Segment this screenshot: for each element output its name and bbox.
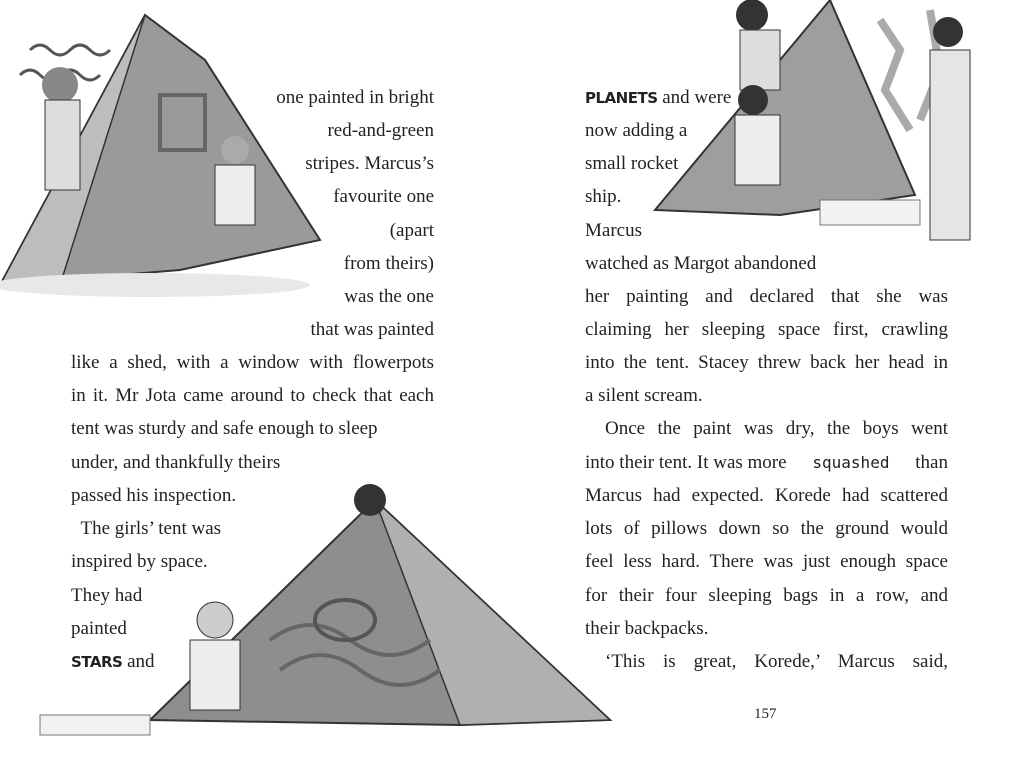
text-line: their backpacks.	[585, 618, 709, 639]
text-line: The girls’ tent was	[71, 518, 222, 539]
text-line: her painting and declared that she was	[585, 286, 948, 307]
text-line: Once the paint was dry, the boys went	[605, 418, 948, 439]
text-line: ship.	[585, 186, 622, 207]
text-line: was the one	[344, 286, 434, 307]
text-line: into the tent. Stacey threw back her head in	[585, 352, 948, 373]
text-line: small rocket	[585, 153, 679, 174]
text-line: stripes. Marcus’s	[305, 153, 434, 174]
top-left-tent-illustration	[0, 15, 320, 297]
emphasis-planets: PLANETS	[585, 89, 658, 107]
text-line: for their four sleeping bags in a row, and	[585, 585, 948, 606]
emphasis-stars: STARS	[71, 653, 123, 671]
text-line: Marcus	[585, 220, 642, 241]
top-right-tent-illustration	[655, 0, 970, 240]
text-line: red-and-green	[327, 120, 434, 141]
text-line: under, and thankfully theirs	[71, 452, 281, 473]
text-line: feel less hard. There was just enough space	[585, 551, 948, 572]
text-line: watched as Margot abandoned	[585, 253, 817, 274]
text-line: that was painted	[310, 319, 434, 340]
text-line: now adding a	[585, 120, 688, 141]
text-line: a silent scream.	[585, 385, 703, 406]
text-line: like a shed, with a window with flowerpots	[71, 352, 434, 373]
text-line: lots of pillows down so the ground would	[585, 518, 948, 539]
text-line: one painted in bright	[276, 87, 434, 108]
text-line: favourite one	[333, 186, 434, 207]
text-line	[585, 86, 731, 110]
text-line	[585, 451, 948, 475]
text-span: into their tent. It was more	[585, 452, 787, 473]
text-line: ‘This is great, Korede,’ Marcus said,	[605, 651, 948, 672]
text-line: passed his inspection.	[71, 485, 237, 506]
text-line: inspired by space.	[71, 551, 208, 572]
page-number: 157	[754, 706, 777, 722]
text-line: (apart	[389, 220, 434, 241]
text-span: than	[915, 452, 948, 473]
emphasis-squashed: squashed	[812, 453, 890, 472]
text-span: and	[122, 651, 155, 672]
text-line: painted	[71, 618, 127, 639]
text-line: They had	[71, 585, 143, 606]
text-line	[71, 650, 155, 674]
text-span: and were	[657, 87, 732, 108]
text-line: claiming her sleeping space first, crawling	[585, 319, 948, 340]
text-line: Marcus had expected. Korede had scattered	[585, 485, 948, 506]
text-line: in it. Mr Jota came around to check that each	[71, 385, 434, 406]
text-line: from theirs)	[343, 253, 434, 274]
text-line: tent was sturdy and safe enough to sleep	[71, 418, 378, 439]
